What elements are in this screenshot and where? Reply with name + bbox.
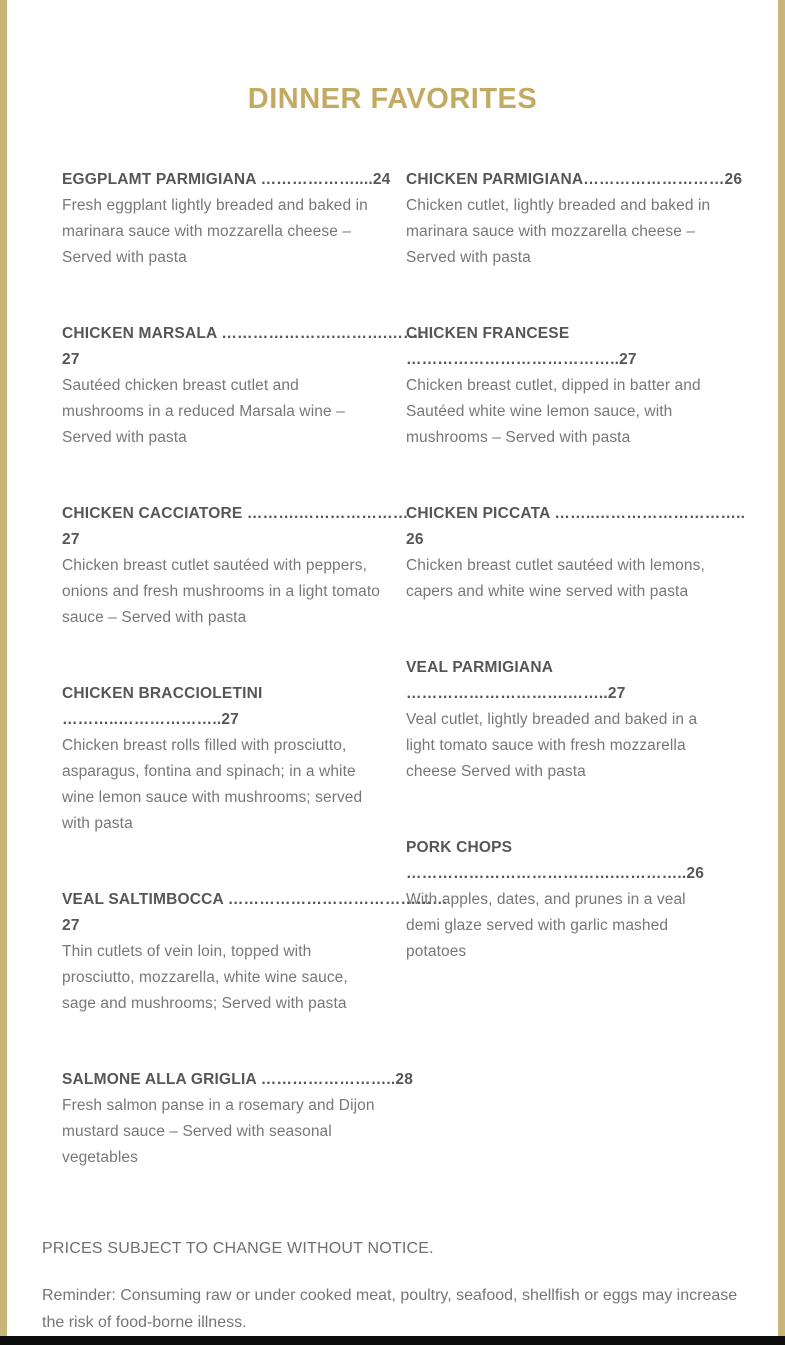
menu-item-title-line: 27 <box>62 351 80 368</box>
menu-item-title <box>62 167 391 193</box>
menu-item <box>62 1067 414 1171</box>
menu-item-title-line: SALMONE ALLA GRIGLIA ……………………..28 <box>62 1071 414 1088</box>
menu-item-title-line: CHICKEN CACCIATORE ……….………………… <box>62 505 409 522</box>
menu-item-title <box>62 681 380 733</box>
menu-item-title-line: ………………………….……..27 <box>406 685 626 702</box>
menu-item-title-line: VEAL PARMIGIANA <box>406 659 554 676</box>
menu-item-title-line: …………………………………..27 <box>406 351 637 368</box>
menu-item-title-line: 26 <box>406 531 424 548</box>
menu-item-description: Sautéed chicken breast cutlet and mushrooms in a reduced Marsala wine – Served with pasta <box>62 377 345 446</box>
menu-item-title <box>62 321 435 373</box>
menu-item <box>406 501 746 605</box>
bottom-black-bar <box>0 1336 785 1345</box>
menu-item-title <box>406 167 743 193</box>
menu-item-title <box>62 501 409 553</box>
menu-item-description: Chicken breast cutlet sautéed with peppers, onions and fresh mushrooms in a light tomato sauce – Served with pasta <box>62 557 381 626</box>
right-gold-border <box>778 0 785 1336</box>
menu-item-title-line: CHICKEN FRANCESE <box>406 325 570 342</box>
menu-item-title-line: 27 <box>62 531 80 548</box>
menu-item-description: Chicken breast cutlet sautéed with lemons, capers and white wine served with pasta <box>406 557 705 600</box>
menu-item-title-line: CHICKEN PICCATA ……..……………………….. <box>406 505 746 522</box>
menu-item <box>406 321 724 451</box>
menu-item-description: Chicken breast cutlet, dipped in batter and Sautéed white wine lemon sauce, with mushrooms – Served with pasta <box>406 377 701 446</box>
menu-item-description: Fresh eggplant lightly breaded and baked in marinara sauce with mozzarella cheese – Served with pasta <box>62 197 368 266</box>
menu-item-title <box>406 655 724 707</box>
footer <box>42 1238 743 1336</box>
menu-item-description: Chicken breast rolls filled with prosciutto, asparagus, fontina and spinach; in a white wine lemon sauce with mushrooms; served with pasta <box>62 737 363 832</box>
menu-item-description: With apples, dates, and prunes in a veal demi glaze served with garlic mashed potatoes <box>406 891 686 960</box>
menu-item-title <box>62 887 448 939</box>
menu-item-title-line: VEAL SALTIMBOCCA …………………………………… <box>62 891 448 908</box>
menu-item <box>406 655 724 785</box>
menu-item-title-line: EGGPLAMT PARMIGIANA ………………....24 <box>62 171 391 188</box>
menu-item-title-line: CHICKEN PARMIGIANA………………………26 <box>406 171 743 188</box>
menu-item-description: Thin cutlets of vein loin, topped with prosciutto, mozzarella, white wine sauce, sage and mushrooms; Served with pasta <box>62 943 348 1012</box>
menu-item-description: Veal cutlet, lightly breaded and baked in a light tomato sauce with fresh mozzarella cheese Served with pasta <box>406 711 698 780</box>
menu-item-title-line: PORK CHOPS <box>406 839 513 856</box>
menu-item-title <box>406 321 724 373</box>
menu-item-title-line: CHICKEN MARSALA ………………….……….……… <box>62 325 435 342</box>
menu-item-title <box>406 835 724 887</box>
menu-item <box>62 887 448 1017</box>
menu-item <box>62 501 409 631</box>
menu-grid <box>0 167 785 1221</box>
menu-item <box>406 167 743 271</box>
menu-item <box>62 681 380 837</box>
food-safety-reminder: Reminder: Consuming raw or under cooked meat, poultry, seafood, shellfish or eggs may increase the risk of food-borne illness. <box>42 1287 738 1331</box>
menu-item-title-line: 27 <box>62 917 80 934</box>
menu-item <box>406 835 724 965</box>
menu-item-title-line: ………..………………..27 <box>62 711 239 728</box>
menu-item-title-line: ………………………………….…………..26 <box>406 865 705 882</box>
menu-item-description: Chicken cutlet, lightly breaded and baked in marinara sauce with mozzarella cheese – Served with pasta <box>406 197 711 266</box>
menu-item-title-line: CHICKEN BRACCIOLETINI <box>62 685 263 702</box>
menu-item-title <box>62 1067 414 1093</box>
prices-notice: PRICES SUBJECT TO CHANGE WITHOUT NOTICE. <box>42 1240 434 1257</box>
page-title: DINNER FAVORITES <box>247 83 538 115</box>
menu-item <box>62 321 435 451</box>
menu-item-title <box>406 501 746 553</box>
menu-item-description: Fresh salmon panse in a rosemary and Dijon mustard sauce – Served with seasonal vegetables <box>62 1097 375 1166</box>
menu-column-right <box>406 167 746 1221</box>
menu-item <box>62 167 391 271</box>
left-gold-border <box>0 0 7 1336</box>
